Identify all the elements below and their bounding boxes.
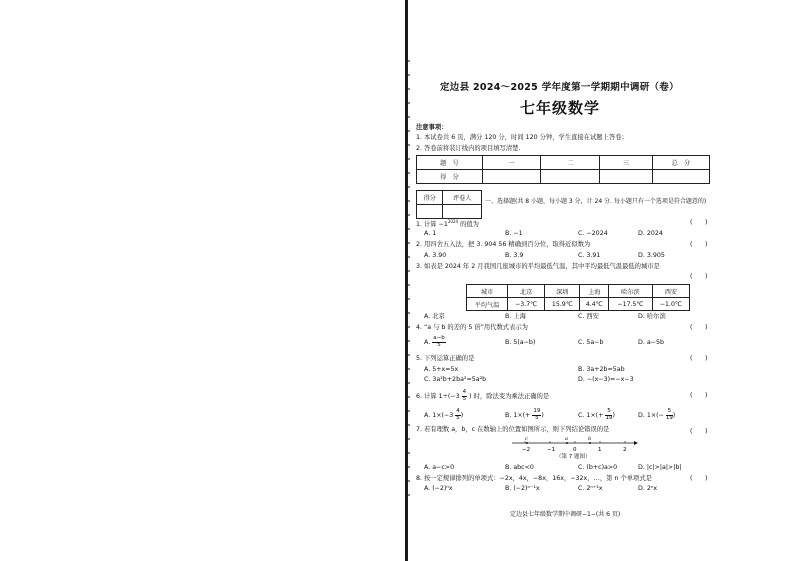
option-d[interactable]: D. 3.905 bbox=[638, 252, 665, 259]
score-header-cell: 三 bbox=[600, 156, 653, 170]
fraction bbox=[462, 390, 468, 402]
option-d[interactable]: D. 2ⁿx bbox=[638, 485, 658, 492]
option-c[interactable]: C. 5a−b bbox=[578, 339, 604, 346]
score-cell[interactable] bbox=[600, 170, 653, 184]
option-c[interactable]: C. (b+c)a>0 bbox=[578, 464, 618, 471]
answer-paren[interactable]: ( ) bbox=[690, 475, 708, 482]
option-d[interactable]: D. a−5b bbox=[638, 339, 664, 346]
grader-score-label: 得分 bbox=[417, 191, 443, 205]
question-6-stem-a: 6. 计算 1÷(−3 bbox=[416, 393, 460, 400]
temp-header-cell: 北京 bbox=[508, 285, 545, 298]
score-cell[interactable] bbox=[652, 170, 709, 184]
notes-heading: 注意事项： bbox=[416, 124, 448, 131]
subject-title: 七年级数学 bbox=[520, 99, 601, 117]
temp-row-label: 平均气温 bbox=[467, 298, 508, 311]
answer-paren[interactable]: ( ) bbox=[690, 392, 708, 399]
close-paren: ) bbox=[672, 412, 676, 419]
temp-header-cell: 城市 bbox=[467, 285, 508, 298]
temperature-table bbox=[466, 284, 690, 311]
question-8: 8. 按一定规律排列的单项式：−2x，4x，−8x，16x，−32x，…，第 n 个单项式是 bbox=[416, 475, 652, 482]
option-a[interactable]: A. 北京 bbox=[424, 313, 445, 320]
answer-paren[interactable]: ( ) bbox=[690, 241, 708, 248]
close-paren: ) bbox=[612, 412, 615, 419]
figure-caption: （第 7 题图） bbox=[556, 454, 591, 460]
fraction-numerator: 19 bbox=[533, 408, 541, 414]
option-b[interactable]: B. 3.9 bbox=[505, 252, 524, 259]
fraction-denominator: 5 bbox=[456, 414, 460, 421]
note-item: 2. 答卷前将装订线内的项目填写清楚. bbox=[416, 145, 521, 152]
option-c[interactable] bbox=[578, 409, 615, 421]
option-a[interactable]: A. (−2)ⁿx bbox=[424, 485, 453, 492]
fraction bbox=[665, 408, 676, 421]
option-a-label: A. 1×(−3 bbox=[424, 412, 454, 419]
question-2: 2. 用四舍五入法，把 3. 904 56 精确到百分位，取得近似数为 bbox=[416, 241, 591, 248]
option-d[interactable]: D. 哈尔滨 bbox=[638, 313, 666, 320]
question-3: 3. 如表是 2024 年 2 月我国几座城市的平均最低气温，其中平均最低气温最低的城市是 bbox=[416, 263, 660, 270]
fraction-numerator: 5 bbox=[607, 408, 611, 414]
score-cell[interactable] bbox=[541, 170, 600, 184]
option-a[interactable]: A. 5+x=5x bbox=[424, 366, 459, 373]
exam-page bbox=[410, 0, 730, 561]
point-label: b bbox=[588, 436, 592, 442]
score-header-cell: 二 bbox=[541, 156, 600, 170]
temp-header-cell: 深圳 bbox=[545, 285, 580, 298]
point-c bbox=[526, 442, 528, 444]
score-header-cell: 题 号 bbox=[417, 156, 483, 170]
fraction-numerator: 5 bbox=[667, 408, 672, 414]
point-label: c bbox=[525, 436, 528, 442]
option-c[interactable]: C. 西安 bbox=[578, 313, 599, 320]
fraction-numerator: a−b bbox=[433, 335, 445, 341]
fraction-denominator: 5 bbox=[462, 395, 467, 402]
exam-title: 定边县 2024～2025 学年度第一学期期中调研（卷） bbox=[440, 82, 679, 93]
question-6-stem-b: ) 时，除法变为乘法正确的是 bbox=[469, 393, 550, 400]
option-a[interactable] bbox=[424, 336, 446, 348]
question-1-stem-b: 的值为 bbox=[458, 221, 479, 229]
fraction-denominator: 5 bbox=[535, 414, 539, 421]
option-c[interactable]: C. 3.91 bbox=[578, 252, 601, 259]
score-header-cell: 总 分 bbox=[652, 156, 709, 170]
close-paren: ) bbox=[460, 412, 464, 419]
option-d-label: D. 1×(− bbox=[638, 412, 664, 419]
option-b[interactable]: B. (−2)ⁿ⁻¹x bbox=[505, 485, 540, 492]
answer-paren[interactable]: ( ) bbox=[690, 324, 708, 331]
question-7: 7. 若有理数 a，b，c 在数轴上的位置如图所示，则下列结论错误的是 bbox=[416, 426, 610, 433]
point-label: a bbox=[565, 436, 568, 442]
fraction-denominator: 19 bbox=[665, 414, 673, 421]
score-header-cell: 一 bbox=[482, 156, 541, 170]
score-table bbox=[416, 155, 710, 184]
question-5: 5. 下列运算正确的是 bbox=[416, 355, 475, 362]
temp-cell: −3.7℃ bbox=[508, 298, 545, 311]
note-item: 1. 本试卷共 6 页，满分 120 分，时间 120 分钟，学生直接在试题上答卷； bbox=[416, 134, 628, 141]
point-b bbox=[589, 442, 591, 444]
grader-label: 评卷人 bbox=[443, 191, 482, 205]
option-d[interactable]: D. |c|>|a|>|b| bbox=[638, 464, 682, 471]
option-c[interactable]: C. −2024 bbox=[578, 230, 608, 237]
fraction-denominator: 5 bbox=[437, 341, 441, 348]
temp-cell: 15.9℃ bbox=[545, 298, 580, 311]
answer-paren[interactable]: ( ) bbox=[690, 428, 708, 435]
point-a bbox=[566, 442, 568, 444]
number-line-arrow bbox=[634, 441, 638, 445]
fraction-numerator: 4 bbox=[456, 408, 460, 414]
question-4: 4. “a 与 b 的差的 5 倍”用代数式表示为 bbox=[416, 324, 528, 331]
score-row-label: 得 分 bbox=[417, 170, 483, 184]
close-paren: ) bbox=[541, 412, 544, 419]
option-a[interactable]: A. 3.90 bbox=[424, 252, 447, 259]
answer-paren[interactable]: ( ) bbox=[690, 273, 708, 280]
temp-cell: −17.5℃ bbox=[609, 298, 653, 311]
temp-cell: 4.4℃ bbox=[580, 298, 609, 311]
question-6 bbox=[416, 390, 549, 402]
tick-label: −1 bbox=[547, 447, 556, 453]
grader-table bbox=[416, 190, 482, 219]
option-b[interactable]: B. abc<0 bbox=[505, 464, 534, 471]
fraction bbox=[532, 408, 544, 421]
option-d[interactable]: D. 2024 bbox=[638, 230, 663, 237]
fraction-numerator: 4 bbox=[462, 389, 467, 395]
grader-score-cell[interactable] bbox=[417, 205, 443, 219]
option-a[interactable] bbox=[424, 409, 463, 421]
temp-header-cell: 哈尔滨 bbox=[609, 285, 653, 298]
option-b[interactable]: B. 5(a−b) bbox=[505, 339, 536, 346]
option-a-label: A. bbox=[424, 339, 431, 346]
tick-label: 1 bbox=[598, 447, 602, 453]
temp-header-cell: 上海 bbox=[580, 285, 609, 298]
fraction bbox=[432, 336, 445, 348]
page-footer: 定边县七年级数学期中调研−1−(共 6 页) bbox=[510, 511, 621, 518]
option-b-label: B. 1×(+ bbox=[505, 412, 531, 419]
option-c[interactable]: C. 3a²b+2ba²=5a²b bbox=[424, 376, 487, 383]
option-d[interactable]: D. −(x−3)=−x−3 bbox=[578, 376, 634, 383]
option-c-label: C. 1×(+ bbox=[578, 412, 604, 419]
question-1 bbox=[416, 220, 479, 228]
answer-paren[interactable]: ( ) bbox=[690, 355, 708, 362]
option-d[interactable] bbox=[638, 409, 675, 421]
section-heading: 一、选择题(共 8 小题，每小题 3 分，计 24 分. 每小题只有一个选项是符合题意的) bbox=[485, 198, 707, 205]
tick-label: 0 bbox=[573, 447, 577, 453]
option-b[interactable] bbox=[505, 409, 544, 421]
option-b[interactable]: B. 上海 bbox=[505, 313, 526, 320]
option-c[interactable]: C. 2ⁿ⁺¹x bbox=[578, 485, 603, 492]
tick-label: −2 bbox=[522, 447, 531, 453]
number-line-figure bbox=[510, 435, 640, 455]
score-cell[interactable] bbox=[482, 170, 541, 184]
option-b[interactable]: B. 3a+2b=5ab bbox=[578, 366, 625, 373]
fraction-denominator: 19 bbox=[605, 414, 613, 421]
temp-cell: −1.0℃ bbox=[652, 298, 689, 311]
question-1-stem-a: 1. 计算 −1 bbox=[416, 221, 448, 229]
option-b[interactable]: B. −1 bbox=[505, 230, 523, 237]
question-1-exponent: 2024 bbox=[447, 219, 459, 224]
option-a[interactable]: A. 1 bbox=[424, 230, 437, 237]
tick-label: 2 bbox=[623, 447, 627, 453]
grader-name-cell[interactable] bbox=[443, 205, 482, 219]
answer-paren[interactable]: ( ) bbox=[690, 219, 708, 226]
temp-header-cell: 西安 bbox=[652, 285, 689, 298]
option-a[interactable]: A. a−c>0 bbox=[424, 464, 455, 471]
